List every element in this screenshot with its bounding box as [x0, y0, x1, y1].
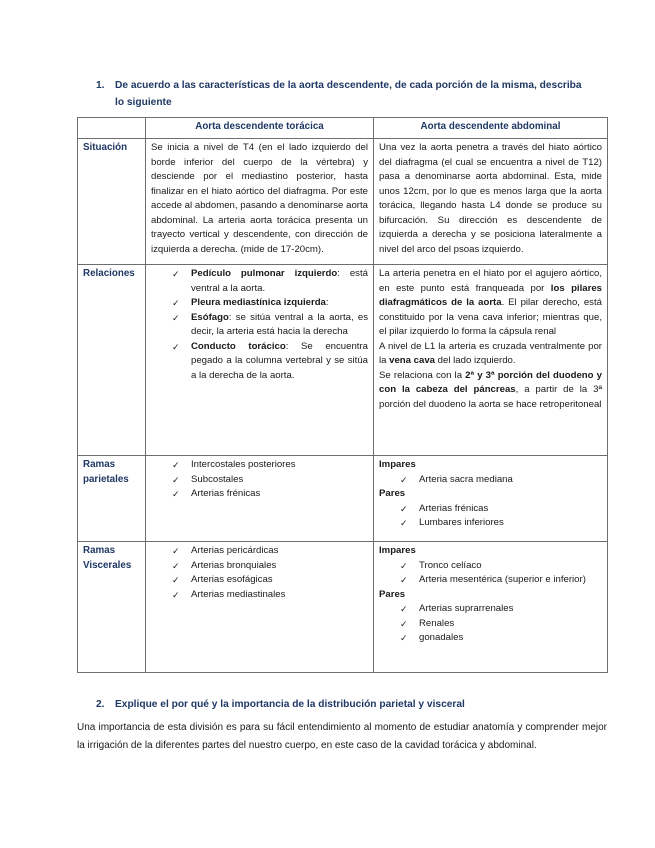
checkmark-icon: ✓ [400, 575, 408, 585]
question-2-heading [96, 696, 465, 713]
item-text: gonadales [419, 632, 464, 643]
item-text: Arteria mesentérica (superior e inferior) [419, 574, 586, 585]
pares-label: Pares [379, 488, 406, 499]
parietales-abdominal [374, 456, 608, 542]
situacion-toracica: Se inicia a nivel de T4 (en el lado izquierdo del borde inferior del cuerpo de la vértebra) y desciende por el mediastino posterior, hasta finalizar en el hiato aórtico del diafragma. Por este accede al abdomen, pasando a denominarse aorta abdominal. La arteria aorta torácica presenta un trayecto vertical y descendente, con dirección de izquierda a derecha. (mide de 17-20cm). [146, 139, 374, 265]
item-text: : está ventral a la aorta. [191, 268, 368, 294]
item-text: Arterias esofágicas [191, 574, 273, 585]
item-text: Arterias frénicas [191, 488, 261, 499]
item-text: Arterias bronquiales [191, 559, 277, 571]
checkmark-icon: ✓ [172, 474, 180, 485]
row-label-situacion: Situación [78, 139, 146, 265]
item-text: Arterias mediastinales [191, 588, 286, 600]
checkmark-icon: ✓ [172, 546, 180, 556]
question-2-number: 2. [96, 699, 105, 710]
viscerales-impares-list [379, 559, 602, 588]
item-text: Renales [419, 617, 455, 629]
relaciones-abdominal-p1 [379, 267, 602, 340]
item-text: Arterias suprarrenales [419, 603, 514, 614]
item-bold: Pedículo pulmonar izquierdo [191, 268, 338, 279]
list-item [379, 602, 602, 617]
checkmark-icon: ✓ [172, 341, 180, 352]
list-item [379, 631, 602, 646]
list-item [379, 516, 602, 531]
text: del lado izquierdo. [435, 355, 516, 366]
checkmark-icon: ✓ [172, 489, 180, 499]
item-bold: Conducto torácico [191, 340, 286, 352]
situacion-abdominal: Una vez la aorta penetra a través del hiato aórtico del diafragma (el cual se encuentra a nivel de T12) pasa a denominarse aorta abdominal. Esta, mide unos 12cm, por lo que es menos larga que la aorta torácica, llegando hasta L4 donde se produce su bifurcación. Su dirección es descendente de izquierda a derecha y se posiciona lateralmente a nivel del arco del psoas izquierdo. [374, 139, 608, 265]
text: La arteria penetra en el hiato por el agujero aórtico, en este punto está franqueada por [379, 268, 602, 294]
list-item [151, 473, 368, 488]
item-text: Tronco celíaco [419, 559, 482, 571]
list-item [151, 573, 368, 588]
table-row-parietales [78, 456, 608, 542]
item-text: Subcostales [191, 473, 244, 485]
question-1-number: 1. [96, 80, 105, 91]
table-row-viscerales [78, 542, 608, 673]
row-label-parietales: Ramas parietales [78, 456, 146, 542]
header-abdominal: Aorta descendente abdominal [374, 118, 608, 139]
checkmark-icon: ✓ [172, 298, 180, 308]
checkmark-icon: ✓ [400, 604, 408, 614]
item-bold: Esófago [191, 311, 229, 323]
list-item [151, 311, 368, 340]
item-bold: Pleura mediastínica izquierda [191, 297, 326, 308]
list-item [379, 573, 602, 588]
header-empty [78, 118, 146, 139]
checkmark-icon: ✓ [172, 269, 180, 279]
table-header-row [78, 118, 608, 139]
relaciones-toracica-list [151, 267, 368, 383]
pares-label: Pares [379, 588, 406, 600]
list-item [151, 559, 368, 574]
impares-label: Impares [379, 459, 416, 470]
text-bold: vena cava [389, 355, 436, 366]
viscerales-pares-list [379, 602, 602, 646]
checkmark-icon: ✓ [400, 633, 408, 643]
table-row-situacion [78, 139, 608, 265]
checkmark-icon: ✓ [172, 460, 180, 470]
relaciones-abdominal-p2 [379, 340, 602, 369]
row-label-viscerales: Ramas Viscerales [78, 542, 146, 673]
checkmark-icon: ✓ [172, 312, 180, 323]
list-item [379, 502, 602, 517]
list-item [151, 340, 368, 384]
text: . El pilar derecho, está constituido por la vena cava inferior; mientras que, el pilar izquierdo lo forma la cápsula renal [379, 297, 602, 337]
list-item [379, 473, 602, 488]
question-1-heading [96, 77, 596, 111]
parietales-toracica-list [151, 458, 368, 502]
text: , a partir de la 3ª porción del duodeno la aorta se hace retroperitoneal [379, 384, 602, 410]
item-text: Arterias frénicas [419, 502, 489, 514]
item-text: Arteria sacra mediana [419, 473, 513, 485]
text-bold: 2ª y 3ª porción del duodeno y con la cabeza del páncreas [379, 369, 602, 395]
checkmark-icon: ✓ [400, 474, 408, 485]
item-text: Arterias pericárdicas [191, 545, 279, 556]
item-text: : Se encuentra pegado a la columna vertebral y se sitúa a la derecha de la aorta. [191, 340, 369, 381]
text: Se relaciona con la [379, 369, 466, 381]
item-text: : se sitúa ventral a la aorta, es decir, la arteria está hacia la derecha [191, 311, 368, 337]
item-text: : [325, 297, 329, 308]
checkmark-icon: ✓ [172, 589, 180, 600]
header-toracica: Aorta descendente torácica [146, 118, 374, 139]
text: A nivel de L1 la arteria es cruzada ventralmente por la [379, 340, 602, 366]
answer-2-paragraph: Una importancia de esta división es para su fácil entendimiento al momento de estudiar anatomía y comprender mejor la irrigación de la diferentes partes del nuestro cuerpo, en este caso de la cavidad torácica y abdominal. [77, 722, 607, 751]
list-item [151, 296, 368, 311]
row-label-relaciones: Relaciones [78, 265, 146, 456]
checkmark-icon: ✓ [400, 560, 408, 571]
list-item [151, 487, 368, 502]
question-1-text-line1: De acuerdo a las características de la aorta descendente, de cada porción de la misma, describa [115, 80, 582, 91]
aorta-comparison-table [77, 117, 608, 673]
list-item [379, 617, 602, 632]
text-bold: los pilares diafragmáticos de la aorta [379, 282, 602, 308]
impares-label: Impares [379, 545, 416, 556]
question-1-text-line2: lo siguiente [115, 97, 172, 108]
checkmark-icon: ✓ [172, 560, 180, 571]
checkmark-icon: ✓ [172, 575, 180, 585]
relaciones-abdominal-p3 [379, 369, 602, 413]
question-2-text: Explique el por qué y la importancia de la distribución parietal y visceral [115, 699, 465, 710]
item-text: Intercostales posteriores [191, 459, 296, 470]
list-item [151, 588, 368, 603]
list-item [151, 458, 368, 473]
item-text: Lumbares inferiores [419, 517, 504, 528]
viscerales-abdominal [374, 542, 608, 673]
relaciones-toracica [146, 265, 374, 456]
checkmark-icon: ✓ [400, 518, 408, 528]
list-item [379, 559, 602, 574]
list-item [151, 267, 368, 296]
list-item [151, 544, 368, 559]
parietales-toracica [146, 456, 374, 542]
relaciones-abdominal [374, 265, 608, 456]
parietales-pares-list [379, 502, 602, 531]
parietales-impares-list [379, 473, 602, 488]
viscerales-toracica-list [151, 544, 368, 602]
table-row-relaciones [78, 265, 608, 456]
checkmark-icon: ✓ [400, 503, 408, 514]
viscerales-toracica [146, 542, 374, 673]
checkmark-icon: ✓ [400, 618, 408, 629]
